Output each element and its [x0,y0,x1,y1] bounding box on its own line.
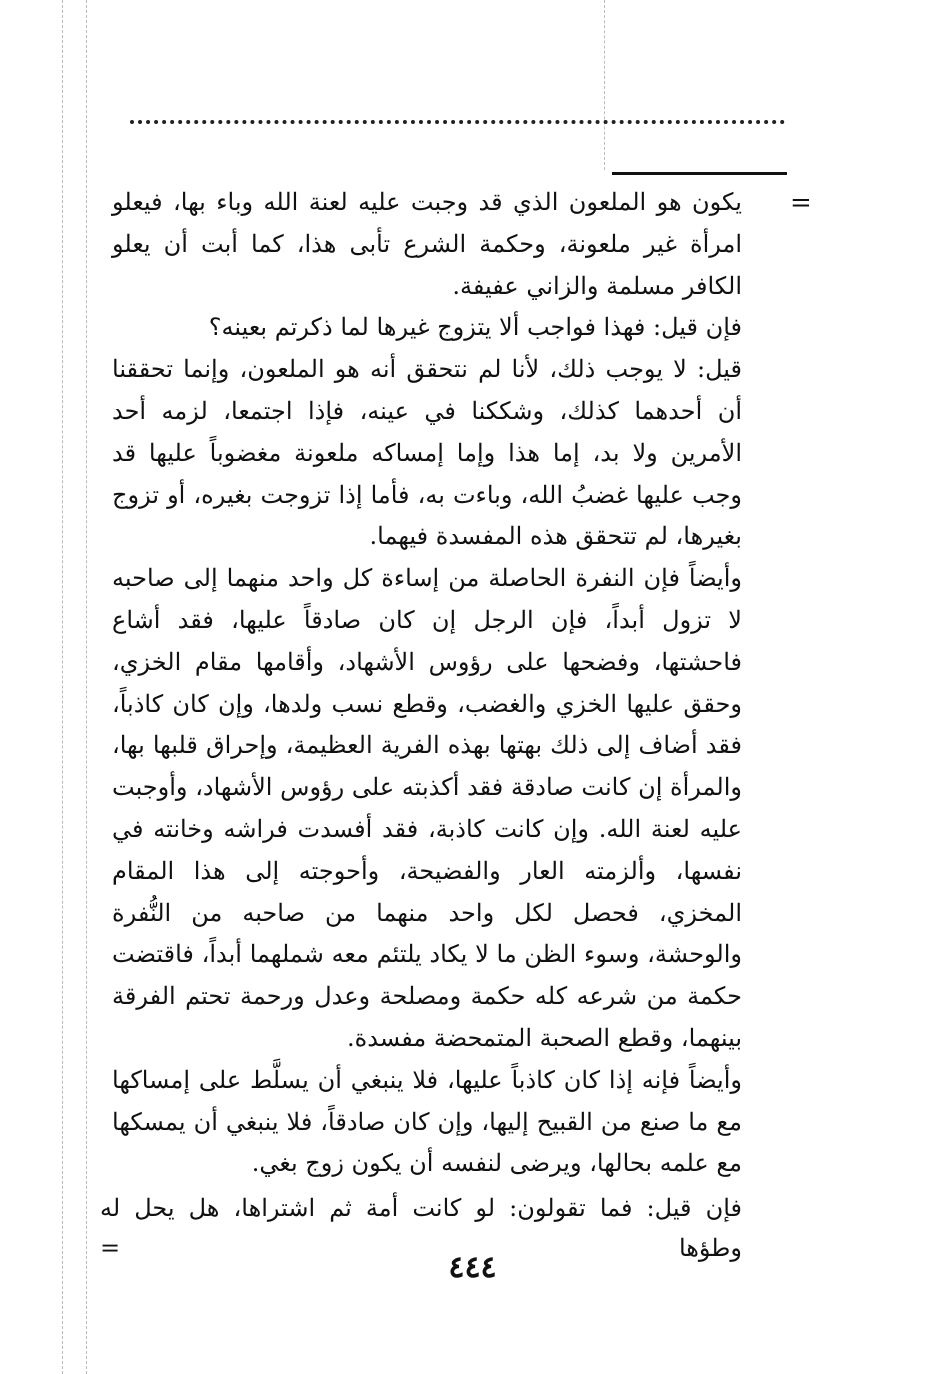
footnote-continuation-marker: = [790,188,812,218]
paragraph-5: وأيضاً فإنه إذا كان كاذباً عليها، فلا ينبغي أن يسلَّط على إمساكها مع ما صنع من القبيح إليها، وإن كان صادقاً، فلا ينبغي أن يمسكها مع علمه بحالها، ويرضى لنفسه أن يكون زوج بغي. [112,1065,742,1178]
footnote-body [112,182,742,1185]
paragraph-3: قيل: لا يوجب ذلك، لأنا لم نتحقق أنه هو الملعون، وإنما تحققنا أن أحدهما كذلك، وشككنا في عينه، فإذا اجتمعا، لزمه أحد الأمرين ولا بد، إما هذا وإما إمساكه ملعونة مغضوباً عليها قد وجب عليها غضبُ الله، وباءت به، فأما إذا تزوجت بغيره، أو تزوج بغيرها، لم تتحقق هذه المفسدة فيهما. [112,355,742,551]
scan-edge-left-inner [86,0,87,1374]
scan-edge-center [604,0,605,170]
footnote-rule [612,172,787,175]
footnote-continues-marker: = [100,1234,121,1262]
page-number: ٤٤٤ [448,1250,497,1285]
paragraph-2: فإن قيل: فهذا فواجب ألا يتزوج غيرها لما ذكرتم بعينه؟ [208,313,742,342]
dotted-separator [130,120,785,124]
paragraph-1: يكون هو الملعون الذي قد وجبت عليه لعنة الله وباء بها، فيعلو امرأة غير ملعونة، وحكمة الشرع تأبى هذا، كما أبت أن يعلو الكافر مسلمة والزاني عفيفة. [112,188,742,300]
scan-edge-left [62,0,63,1374]
paragraph-4: وأيضاً فإن النفرة الحاصلة من إساءة كل واحد منهما إلى صاحبه لا تزول أبداً، فإن الرجل إن كان صادقاً عليها، فقد أشاع فاحشتها، وفضحها على رؤوس الأشهاد، وأقامها مقام الخزي، وحقق عليها الخزي والغضب، وقطع نسب ولدها، وإن كان كاذباً، فقد أضاف إلى ذلك بهتها بهذه الفرية العظيمة، وإحراق قلبها بها، والمرأة إن كانت صادقة فقد أكذبته على رؤوس الأشهاد، وأوجبت عليه لعنة الله. وإن كانت كاذبة، فقد أفسدت فراشه وخانته في نفسها، وألزمته العار والفضيحة، وأحوجته إلى هذا المقام المخزي، فحصل لكل واحد منهما من صاحبه من النُّفرة والوحشة، وسوء الظن ما لا يكاد يلتئم معه شملهما أبداً، فاقتضت حكمة من شرعه كله حكمة ومصلحة وعدل ورحمة تحتم الفرقة بينهما، وقطع الصحبة المتمحضة مفسدة. [112,564,742,1052]
footnote-last-line-text: فإن قيل: فما تقولون: لو كانت أمة ثم اشتراها، هل يحل له وطؤها [100,1194,742,1262]
